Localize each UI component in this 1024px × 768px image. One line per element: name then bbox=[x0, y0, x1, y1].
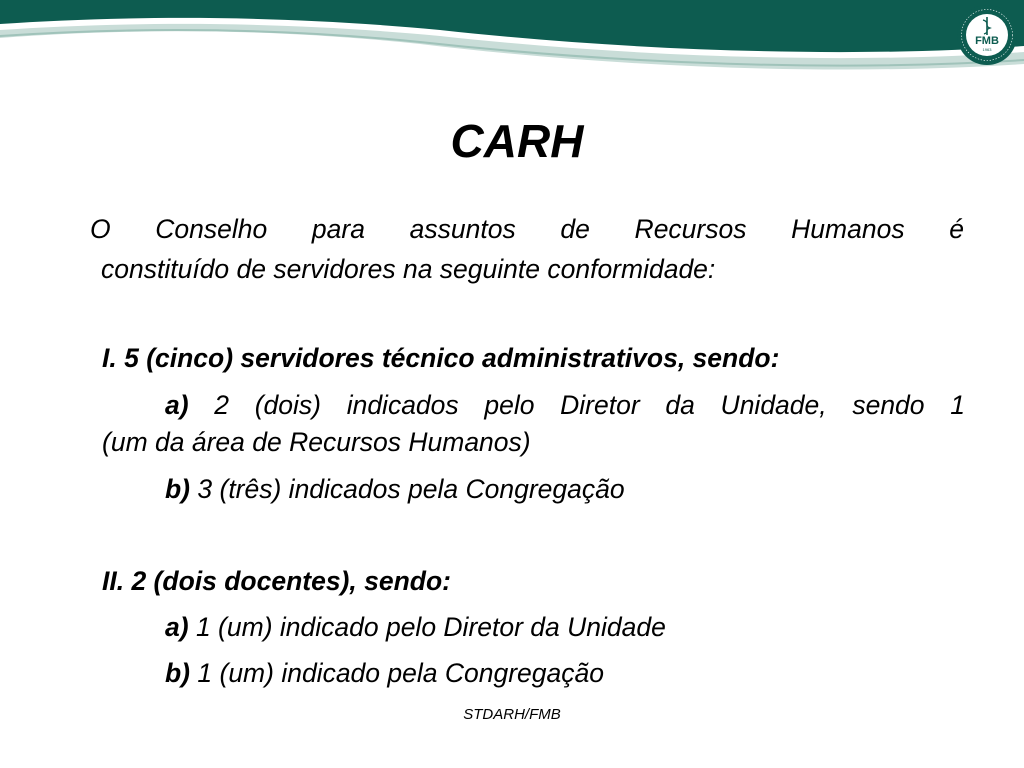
item-a-label: a) bbox=[165, 390, 189, 420]
header-band bbox=[0, 0, 1024, 80]
item-a-text-1: 2 (dois) indicados pelo Diretor da Unidade, sendo 1 bbox=[214, 390, 965, 420]
item-b-text: 3 (três) indicados pela Congregação bbox=[197, 474, 625, 504]
intro-paragraph bbox=[90, 209, 964, 289]
item-a-label: a) bbox=[165, 612, 189, 642]
section2-item-b bbox=[165, 656, 604, 690]
item-b-label: b) bbox=[165, 474, 191, 504]
section1-item-a-line1 bbox=[165, 388, 965, 422]
slide-title: CARH bbox=[450, 115, 584, 167]
logo-text: FMB bbox=[975, 35, 999, 47]
logo-year: 1963 bbox=[982, 47, 992, 52]
section2-item-a bbox=[165, 610, 666, 644]
footer-source: STDARH/FMB bbox=[463, 706, 561, 723]
item-a-text: 1 (um) indicado pelo Diretor da Unidade bbox=[195, 612, 666, 642]
intro-line-1: O Conselho para assuntos de Recursos Humanos é bbox=[90, 214, 964, 244]
fmb-logo bbox=[956, 4, 1018, 66]
section1-item-b bbox=[165, 472, 625, 506]
intro-line-2: constituído de servidores na seguinte conformidade: bbox=[101, 254, 716, 284]
item-b-text: 1 (um) indicado pela Congregação bbox=[197, 658, 604, 688]
section1-heading: I. 5 (cinco) servidores técnico administrativos, sendo: bbox=[102, 343, 780, 373]
item-b-label: b) bbox=[165, 658, 191, 688]
section2-heading: II. 2 (dois docentes), sendo: bbox=[102, 566, 451, 596]
section1-item-a-line2: (um da área de Recursos Humanos) bbox=[102, 427, 531, 457]
